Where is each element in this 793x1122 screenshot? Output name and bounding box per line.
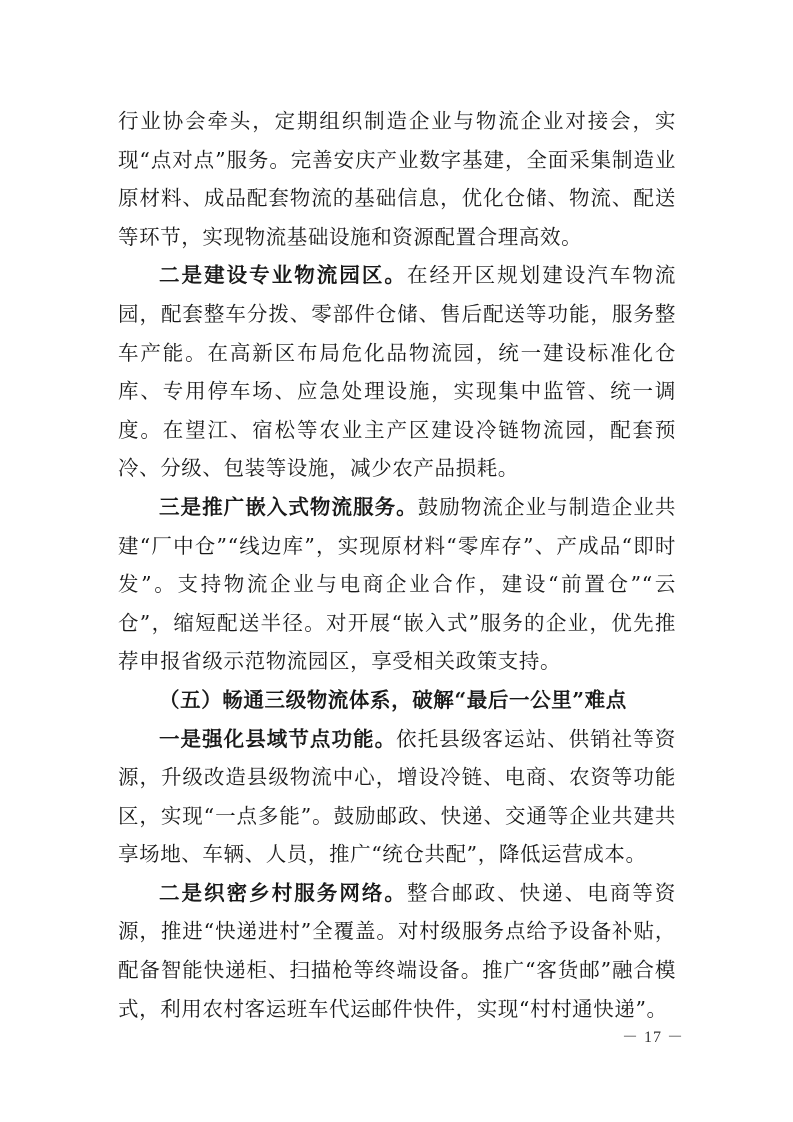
document-body xyxy=(118,102,676,1028)
paragraph-lead: 三是推广嵌入式物流服务。 xyxy=(159,494,418,519)
paragraph-county-nodes xyxy=(118,720,676,874)
paragraph-text: 在经开区规划建设汽车物流园，配套整车分拨、零部件仓储、售后配送等功能，服务整车产能。在高新区布局危化品物流园，统一建设标准化仓库、专用停车场、应急处理设施，实现集中监管、统一调度。在望江、宿松等农业主产区建设冷链物流园，配套预冷、分级、包装等设施，减少农产品损耗。 xyxy=(118,263,676,481)
paragraph-lead: 二是织密乡村服务网络。 xyxy=(159,880,407,905)
page-number: － 17 － xyxy=(622,1029,685,1046)
section-heading: （五）畅通三级物流体系，破解“最后一公里”难点 xyxy=(159,687,627,712)
paragraph-embedded-logistics xyxy=(118,488,676,681)
paragraph-text: 依托县级客运站、供销社等资源，升级改造县级物流中心，增设冷链、电商、农资等功能区，实现“一点多能”。鼓励邮政、快递、交通等企业共建共享场地、车辆、人员，推广“统仓共配”，降低运营成本。 xyxy=(118,726,676,867)
paragraph-rural-network xyxy=(118,874,676,1028)
paragraph-lead: 一是强化县域节点功能。 xyxy=(159,726,397,751)
paragraph-text: 鼓励物流企业与制造企业共建“厂中仓”“线边库”，实现原材料“零库存”、产成品“即时发”。支持物流企业与电商企业合作，建设“前置仓”“云仓”，缩短配送半径。对开展“嵌入式”服务的企业，优先推荐申报省级示范物流园区，享受相关政策支持。 xyxy=(118,494,677,674)
paragraph-build-logistics-parks xyxy=(118,256,676,488)
paragraph-text: 整合邮政、快递、电商等资源，推进“快递进村”全覆盖。对村级服务点给予设备补贴，配备智能快递柜、扫描枪等终端设备。推广“客货邮”融合模式，利用农村客运班车代运邮件快件，实现“村村通快递”。 xyxy=(118,880,676,1021)
paragraph-lead: 二是建设专业物流园区。 xyxy=(159,263,407,288)
paragraph-continuation xyxy=(118,102,676,256)
paragraph-text: 行业协会牵头，定期组织制造企业与物流企业对接会，实现“点对点”服务。完善安庆产业数字基建，全面采集制造业原材料、成品配套物流的基础信息，优化仓储、物流、配送等环节，实现物流基础设施和资源配置合理高效。 xyxy=(118,109,676,249)
